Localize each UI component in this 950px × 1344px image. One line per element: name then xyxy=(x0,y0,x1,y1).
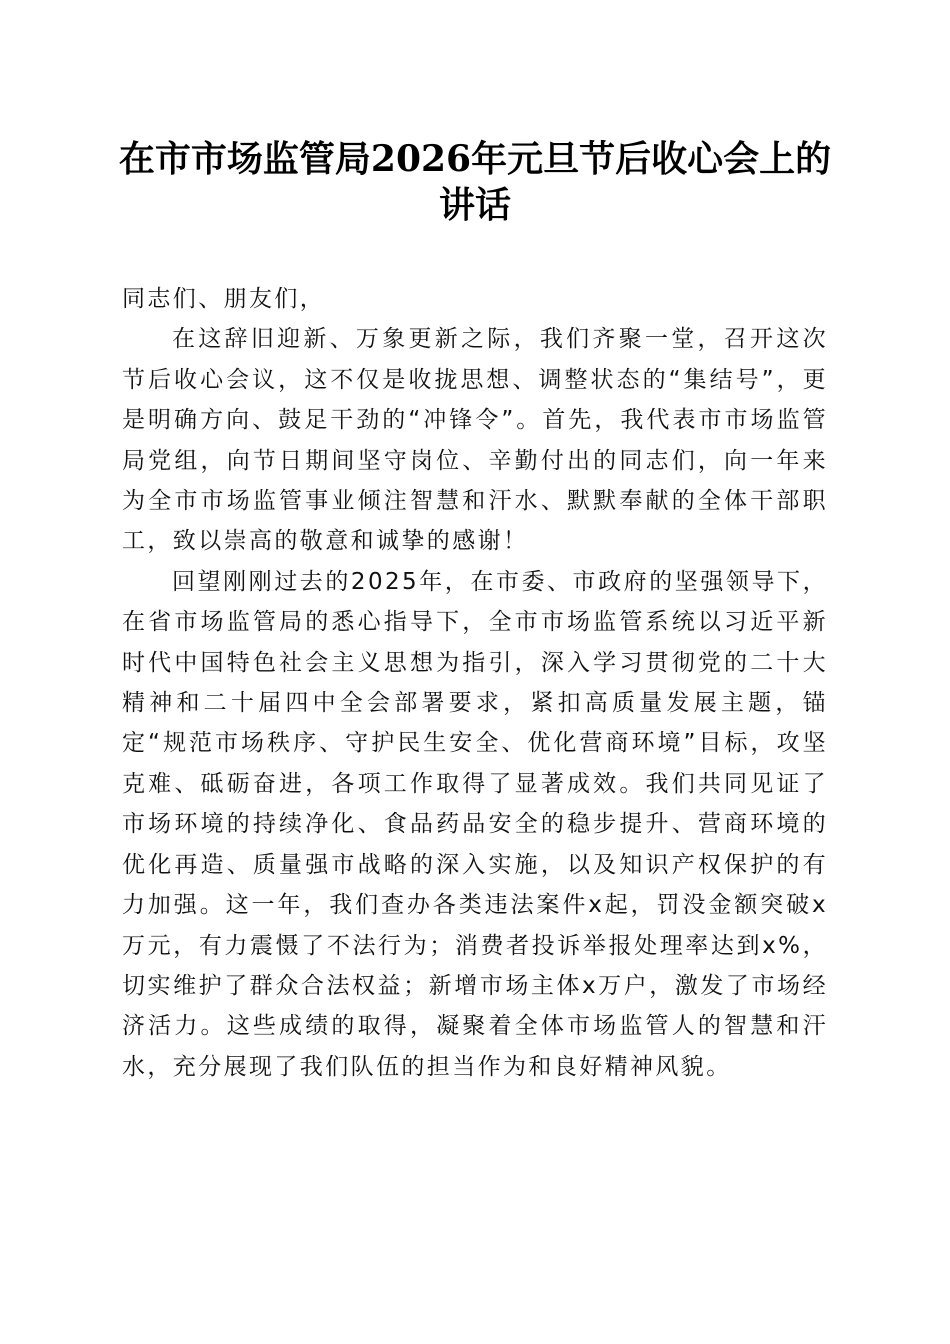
paragraph: 在这辞旧迎新、万象更新之际，我们齐聚一堂，召开这次节后收心会议，这不仅是收拢思想、调整状态的“集结号”，更是明确方向、鼓足干劲的“冲锋令”。首先，我代表市市场监管局党组，向节日期间坚守岗位、辛勤付出的同志们，向一年来为全市市场监管事业倾注智慧和汗水、默默奉献的全体干部职工，致以崇高的敬意和诚挚的感谢！ xyxy=(122,326,828,555)
document-body xyxy=(122,279,828,1087)
document-title: 在市市场监管局2026年元旦节后收心会上的讲话 xyxy=(118,138,832,226)
salutation: 同志们、朋友们， xyxy=(122,286,326,312)
paragraph: 回望刚刚过去的2025年，在市委、市政府的坚强领导下，在省市场监管局的悉心指导下，全市市场监管系统以习近平新时代中国特色社会主义思想为指引，深入学习贯彻党的二十大精神和二十届四中全会部署要求，紧扣高质量发展主题，锚定“规范市场秩序、守护民生安全、优化营商环境”目标，攻坚克难、砥砺奋进，各项工作取得了显著成效。我们共同见证了市场环境的持续净化、食品药品安全的稳步提升、营商环境的优化再造、质量强市战略的深入实施，以及知识产权保护的有力加强。这一年，我们查办各类违法案件x起，罚没金额突破x万元，有力震慑了不法行为；消费者投诉举报处理率达到x%，切实维护了群众合法权益；新增市场主体x万户，激发了市场经济活力。这些成绩的取得，凝聚着全体市场监管人的智慧和汗水，充分展现了我们队伍的担当作为和良好精神风貌。 xyxy=(122,568,828,1080)
